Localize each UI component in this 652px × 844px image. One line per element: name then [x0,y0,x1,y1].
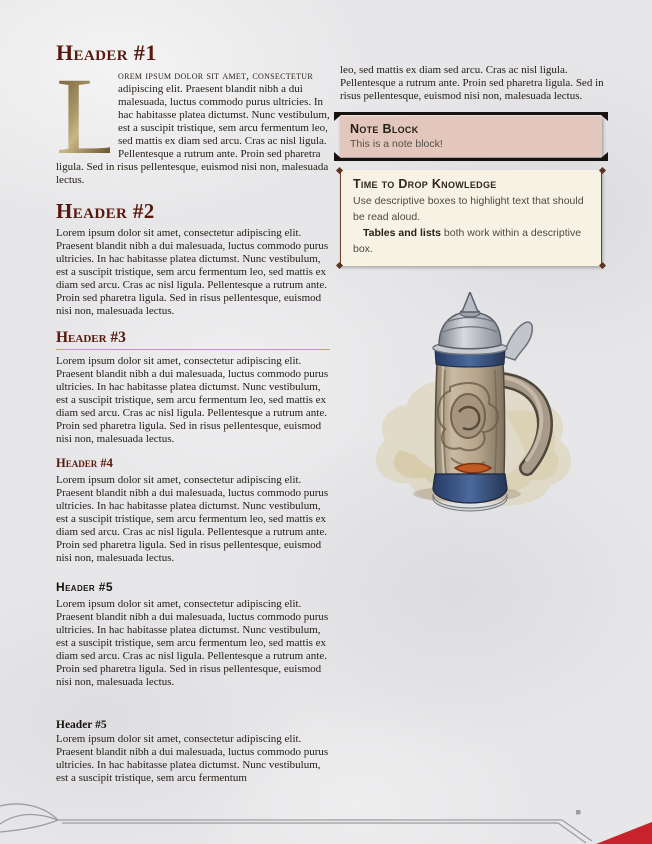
descriptive-line-2-rest: both work within a descriptive box. [353,227,582,255]
heading-2: Header #2 [56,199,155,223]
corner-diamond-icon [599,262,606,269]
beer-stein-svg [355,292,590,514]
left-column [56,40,330,785]
lead-smallcaps-text: orem ipsum dolor sit amet, consectetur [118,70,314,82]
note-corner-triangle [601,152,608,158]
dropcap-letter: L [56,55,124,177]
note-corner-triangle [334,115,341,121]
note-top-bar [334,112,608,115]
corner-diamond-icon [599,167,606,174]
footer-flourish [0,798,652,844]
heading-4: Header #4 [56,456,113,470]
paragraph-text: Lorem ipsum dolor sit amet, consectetur adipiscing elit. Praesent blandit nibh a dui malesuada, luctus commodo purus ultricies. In hac habitasse platea dictumst. Nunc vestibulum, est a suscipit tristique, sem arcu fermentum leo, sed mattis ex diam sed arcu. Cras ac nisl ligula. Pellentesque a rutrum ante. Proin sed pharetra ligula. Sed in risus pellentesque, euismod nisi non, malesuada lectus. [56,227,329,317]
corner-diamond-icon [336,262,343,269]
paragraph-text: Lorem ipsum dolor sit amet, consectetur adipiscing elit. Praesent blandit nibh a dui malesuada, luctus commodo purus ultricies. In hac habitasse platea dictumst. Nunc vestibulum, est a suscipit tristique, sem arcu fermentum leo, sed mattis ex diam sed arcu. Cras ac nisl ligula. Pellentesque a rutrum ante. Proin sed pharetra ligula. Sed in risus pellentesque, euismod nisi non, malesuada lectus. [56,355,329,445]
beer-stein-illustration [355,292,590,519]
descriptive-line-2 [353,225,589,257]
continuation-paragraph: leo, sed mattis ex diam sed arcu. Cras ac nisl ligula. Pellentesque a rutrum ante. Proin sed pharetra ligula. Sed in risus pellentesque, euismod nisi non, malesuada lectus. [340,64,604,102]
heading-5-sans-caps: Header #5 [56,580,113,594]
note-corner-triangle [334,152,341,158]
descriptive-line-2-bold: Tables and lists [363,227,441,239]
note-block [340,116,602,157]
heading-6-bold: Header #5 [56,719,107,731]
footer-square-dot [576,810,581,815]
paragraph-text: adipiscing elit. Praesent blandit nibh a dui malesuada, luctus commodo purus ultricies. In hac habitasse platea dictumst. Nunc vestibulum, est a suscipit tristique, sem arcu fermentum leo, sed mattis ex diam sed arcu. Cras ac nisl ligula. Pellentesque a rutrum ante. Proin sed pharetra ligula. Sed in risus pellentesque, euismod nisi non, malesuada lectus. [56,83,330,186]
note-title: Note Block [350,122,419,136]
note-body: This is a note block! [350,138,443,150]
descriptive-box [340,170,602,266]
corner-diamond-icon [336,167,343,174]
paragraph-text: Lorem ipsum dolor sit amet, consectetur adipiscing elit. Praesent blandit nibh a dui malesuada, luctus commodo purus ultricies. In hac habitasse platea dictumst. Nunc vestibulum, est a suscipit tristique, sem arcu fermentum leo, sed mattis ex diam sed arcu. Cras ac nisl ligula. Pellentesque a rutrum ante. Proin sed pharetra ligula. Sed in risus pellentesque, euismod nisi non, malesuada lectus. [56,598,329,688]
descriptive-line-1: Use descriptive boxes to highlight text that should be read aloud. [353,195,584,223]
right-column [340,40,604,785]
heading-3-underlined: Header #3 [56,329,330,350]
note-bottom-bar [334,158,608,161]
paragraph-text-truncated: Lorem ipsum dolor sit amet, consectetur adipiscing elit. Praesent blandit nibh a dui malesuada, luctus commodo purus ultricies. In hac habitasse platea dictumst. Nunc vestibulum, est a suscipit tristique, sem arcu fermentum [56,733,329,784]
descriptive-title: Time to Drop Knowledge [353,177,497,191]
heading-1: Header #1 [56,40,157,65]
note-corner-triangle [601,115,608,121]
page-corner-triangle [596,822,652,844]
paragraph-text: Lorem ipsum dolor sit amet, consectetur adipiscing elit. Praesent blandit nibh a dui malesuada, luctus commodo purus ultricies. In hac habitasse platea dictumst. Nunc vestibulum, est a suscipit tristique, sem arcu fermentum leo, sed mattis ex diam sed arcu. Cras ac nisl ligula. Pellentesque a rutrum ante. Proin sed pharetra ligula. Sed in risus pellentesque, euismod nisi non, malesuada lectus. [56,474,329,564]
paragraph-dropcap [56,55,330,187]
